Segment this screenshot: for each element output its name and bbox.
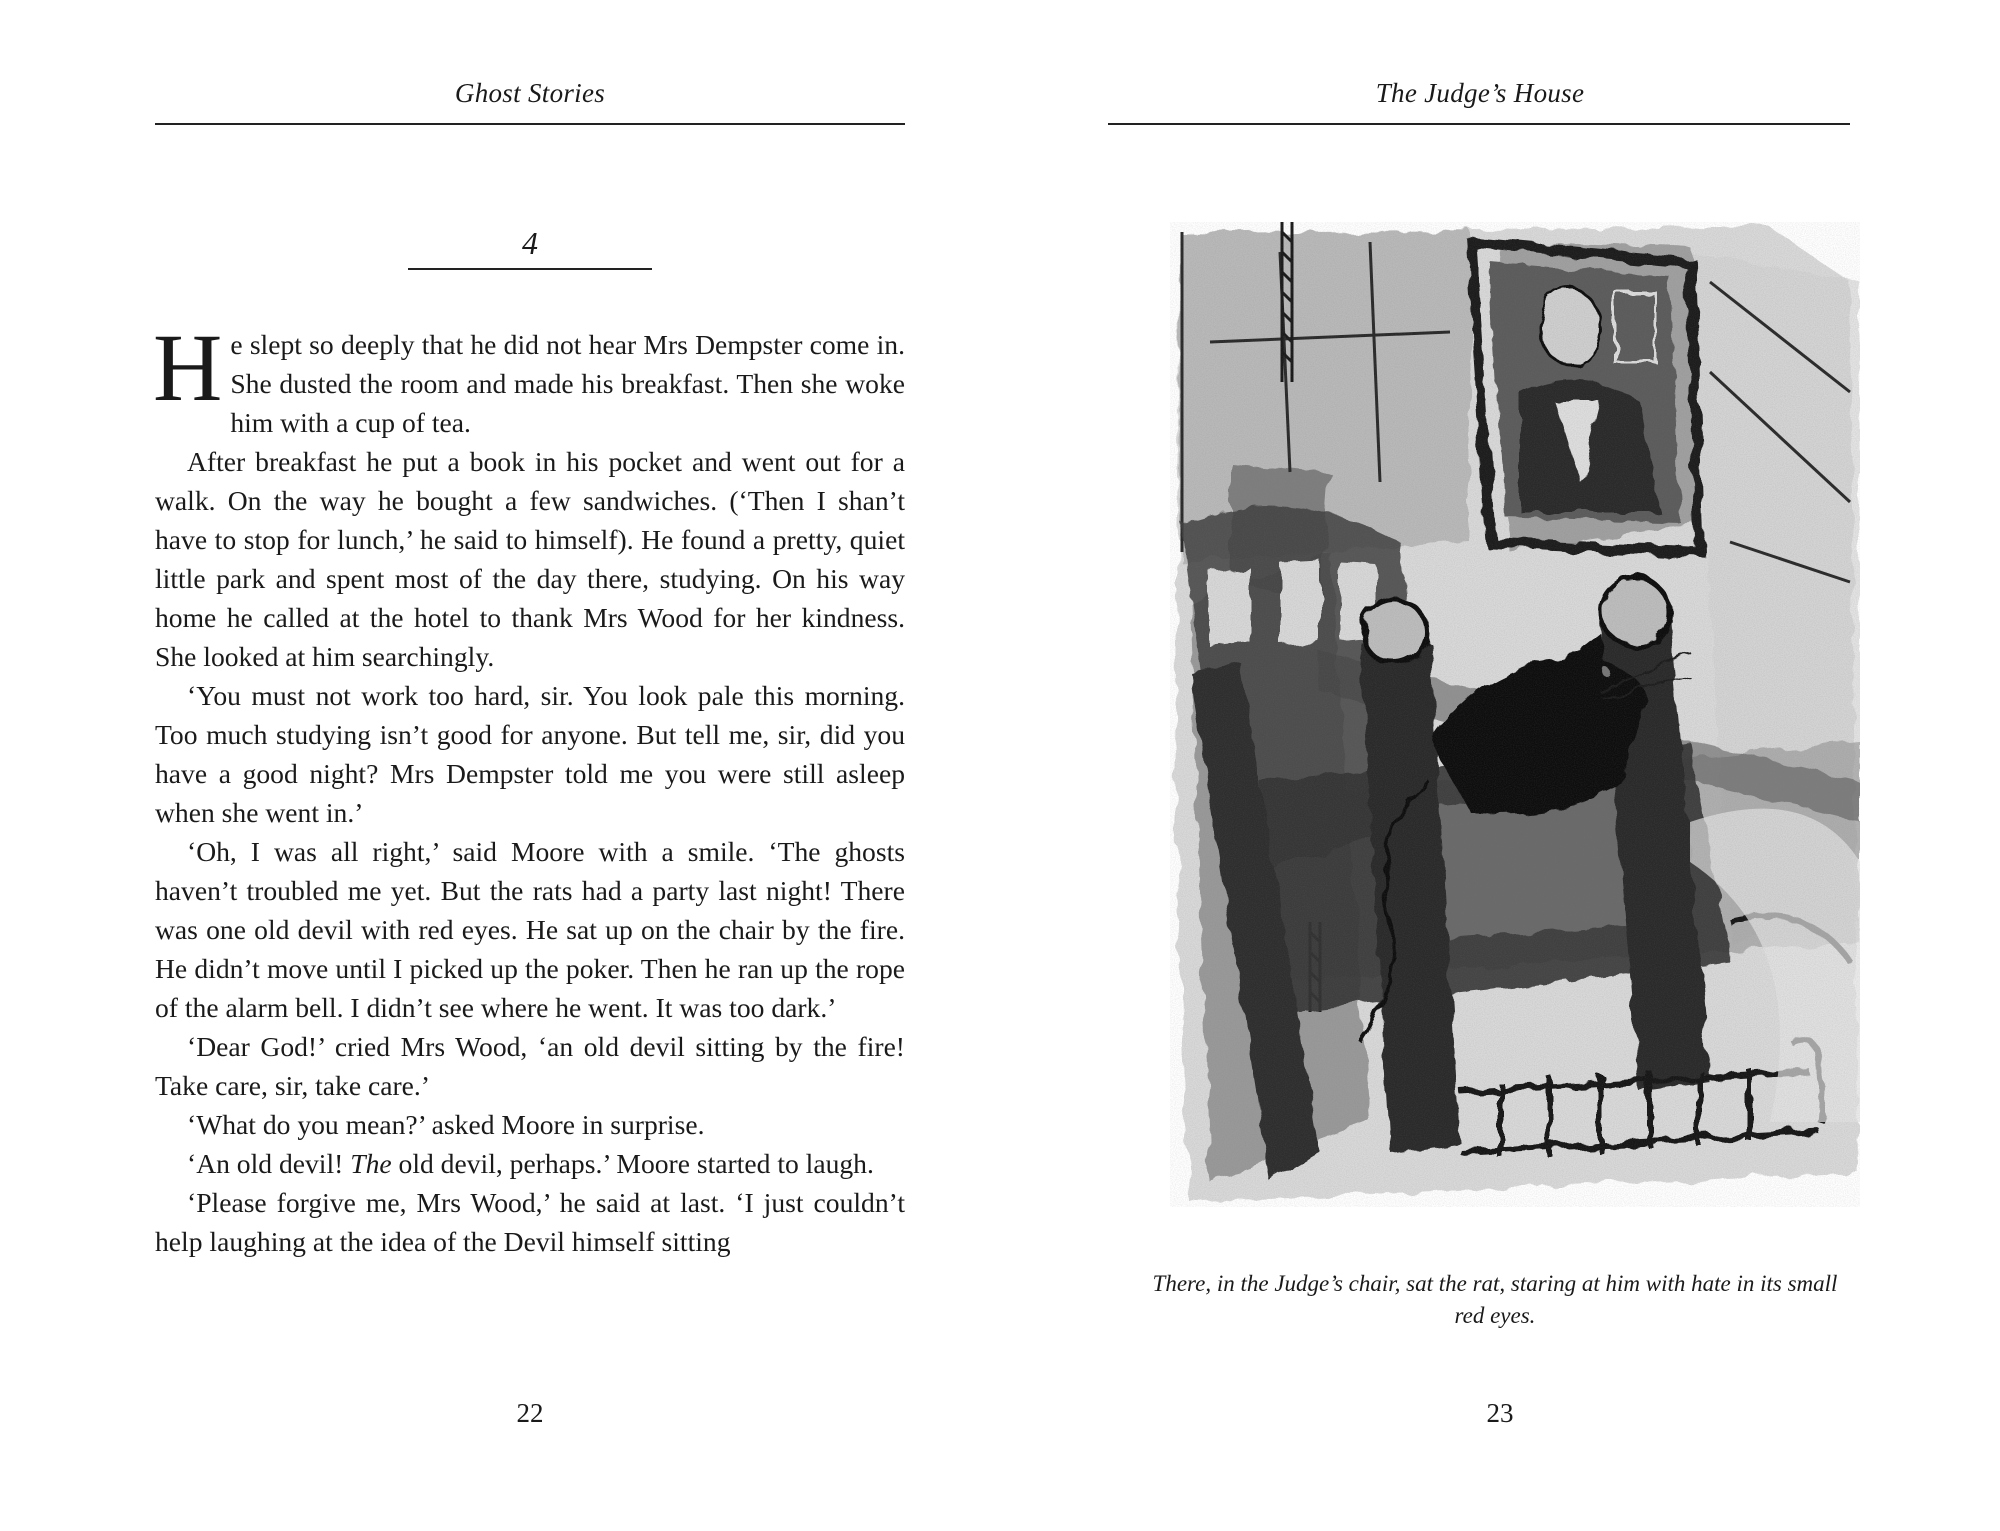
chapter-number: 4	[522, 225, 538, 261]
emphasis-text: The	[350, 1148, 392, 1179]
left-header-rule	[155, 123, 905, 125]
paragraph	[153, 314, 905, 442]
paragraph: ‘Dear God!’ cried Mrs Wood, ‘an old devil sitting by the fire! Take care, sir, take care.’	[155, 1031, 905, 1101]
right-running-head: The Judge’s House	[1375, 78, 1585, 108]
left-page-number: 22	[516, 1398, 544, 1428]
paragraph: ‘You must not work too hard, sir. You look pale this morning. Too much studying isn’t good for anyone. But tell me, sir, did you have a good night? Mrs Dempster told me you were still asleep when she went in.’	[155, 680, 905, 828]
paragraph-text: ‘An old devil!	[187, 1148, 351, 1179]
paragraph: ‘Oh, I was all right,’ said Moore with a smile. ‘The ghosts haven’t troubled me yet. But the rats had a party last night! There was one old devil with red eyes. He sat up on the chair by the fire. He didn’t move until I picked up the poker. Then he ran up the rope of the alarm bell. I didn’t see where he went. It was too dark.’	[155, 836, 905, 1023]
right-page-number: 23	[1486, 1398, 1514, 1428]
right-page	[1000, 0, 2000, 1531]
paragraph: ‘Please forgive me, Mrs Wood,’ he said at last. ‘I just couldn’t help laughing at the idea of the Devil himself sitting	[155, 1187, 905, 1257]
ink-wash-drawing	[1170, 222, 1860, 1207]
paragraph: ‘What do you mean?’ asked Moore in surprise.	[187, 1109, 705, 1140]
drop-cap: H	[153, 314, 223, 421]
paragraph-text: e slept so deeply that he did not hear Mrs Dempster come in. She dusted the room and made his breakfast. Then she woke him with a cup of tea.	[230, 329, 905, 438]
chapter-rule	[408, 268, 652, 270]
judge-chair-illustration	[1170, 222, 1860, 1207]
right-header-rule	[1108, 123, 1850, 125]
paragraph	[155, 1144, 905, 1183]
left-running-head: Ghost Stories	[454, 78, 606, 108]
paragraph: After breakfast he put a book in his pocket and went out for a walk. On the way he bought a few sandwiches. (‘Then I shan’t have to stop for lunch,’ he said to himself). He found a pretty, quiet little park and spent most of the day there, studying. On his way home he called at the hotel to thank Mrs Wood for her kindness. She looked at him searchingly.	[155, 446, 905, 672]
paragraph-text: old devil, perhaps.’ Moore started to laugh.	[391, 1148, 874, 1179]
body-text	[153, 314, 905, 1261]
illustration-caption: There, in the Judge’s chair, sat the rat, staring at him with hate in its small red eyes.	[1152, 1271, 1838, 1328]
